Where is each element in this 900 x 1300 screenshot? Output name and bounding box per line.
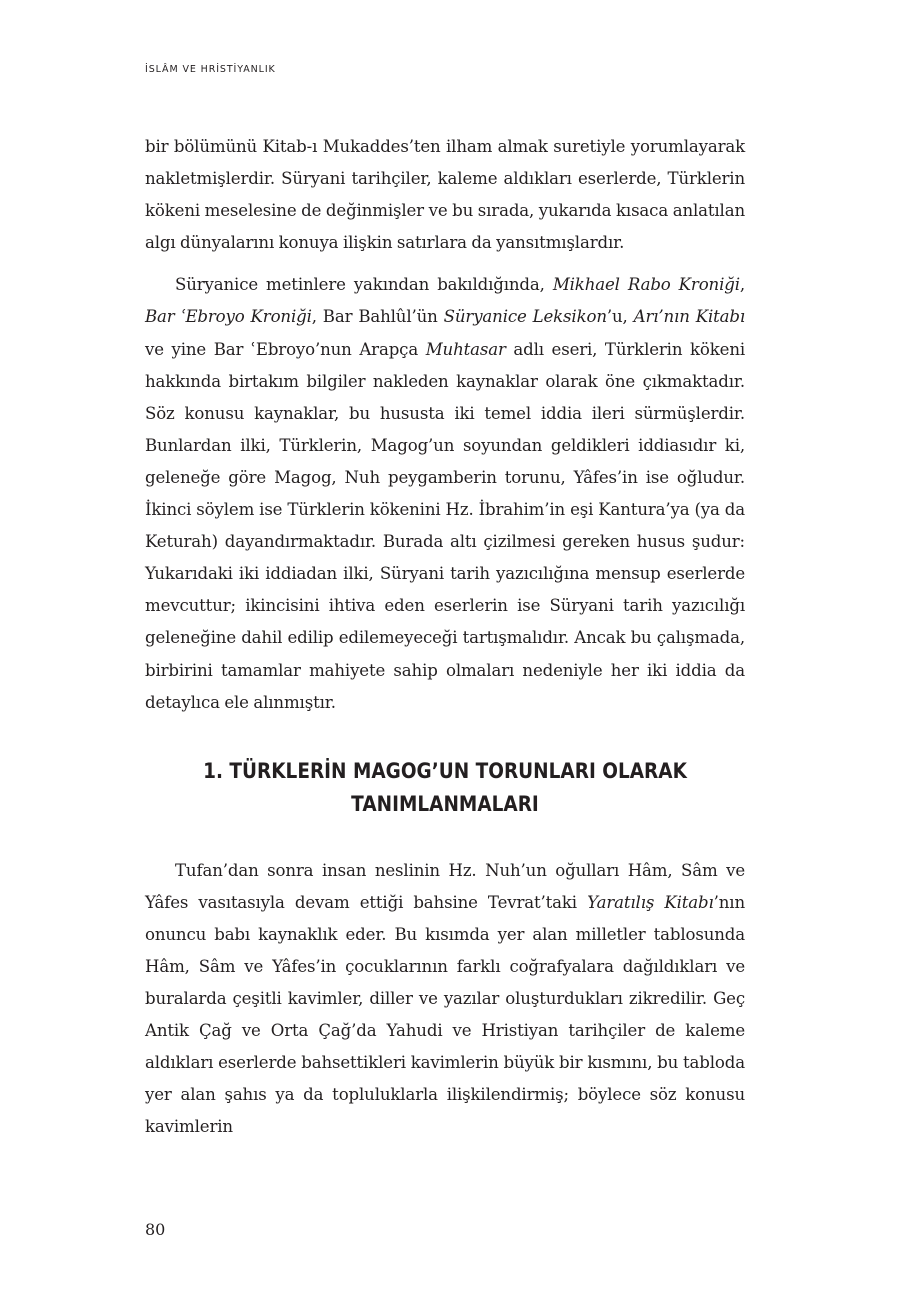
paragraph-text: , Bar Bahlûl’ün [311,307,444,327]
section-heading [181,755,709,821]
paragraph-text: , [739,275,745,295]
work-title: Bar ʿEbroyo Kroniği [145,307,312,327]
section-heading-line: TANIMLANMALARI [351,791,539,816]
paragraph-text: ’u, [606,307,634,327]
paragraph-text: Süryanice metinlere yakından bakıldığında, [175,275,553,295]
paragraph-sources [145,269,745,718]
running-header: İSLÂM VE HRİSTİYANLIK [145,64,276,75]
work-title: Arı’nın Kitabı [633,307,745,327]
paragraph-text: ’nın onuncu babı kaynaklık eder. Bu kısımda yer alan milletler tablosunda Hâm, Sâm ve Yâfes’in çocuklarının farklı coğrafyalara dağıldıkları ve buralarda çeşitli kavimler, diller ve yazılar oluşturdukları zikredilir. Geç Antik Çağ ve Orta Çağ’da Yahudi ve Hristiyan tarihçiler de kaleme aldıkları eserlerde bahsettikleri kavimlerin büyük bir kısmını, bu tabloda yer alan şahıs ya da topluluklarla ilişkilendirmiş; böylece söz konusu kavimlerin [145,892,745,1137]
paragraph-genesis [145,855,745,1144]
paragraph-continued: bir bölümünü Kitab-ı Mukaddes’ten ilham almak suretiyle yorumlayarak nakletmişlerdir. Süryani tarihçiler, kaleme aldıkları eserlerde, Türklerin kökeni meselesine de değinmişler ve bu sırada, yukarıda kısaca anlatılan algı dünyalarını konuya ilişkin satırlara da yansıtmışlardır. [145,137,745,253]
page-number: 80 [145,1220,166,1239]
page-body [145,131,745,1144]
work-title: Muhtasar [425,339,506,359]
paragraph-text: Tufan’dan sonra insan neslinin Hz. Nuh’un oğulları Hâm, Sâm ve Yâfes vasıtasıyla devam ettiği bahsine Tevrat’taki [145,860,745,912]
work-title: Mikhael Rabo Kroniği [552,275,740,295]
work-title: Süryanice Leksikon [443,307,607,327]
section-heading-line: 1. TÜRKLERİN MAGOG’UN TORUNLARI OLARAK [203,758,687,783]
paragraph-text: adlı eseri, Türklerin kökeni hakkında birtakım bilgiler nakleden kaynaklar olarak öne çıkmaktadır. Söz konusu kaynaklar, bu hususta iki temel iddia ileri sürmüşlerdir. Bunlardan ilki, Türklerin, Magog’un soyundan geldikleri iddiasıdır ki, geleneğe göre Magog, Nuh peygamberin torunu, Yâfes’in ise oğludur. İkinci söylem ise Türklerin kökenini Hz. İbrahim’in eşi Kantura’ya (ya da Keturah) dayandırmaktadır. Burada altı çizilmesi gereken husus şudur: Yukarıdaki iki iddiadan ilki, Süryani tarih yazıcılığına mensup eserlerde mevcuttur; ikincisini ihtiva eden eserlerin ise Süryani tarih yazıcılığı geleneğine dahil edilip edilemeyeceği tartışmalıdır. Ancak bu çalışmada, birbirini tamamlar mahiyete sahip olmaları nedeniyle her iki iddia da detaylıca ele alınmıştır. [145,339,746,712]
work-title: Yaratılış Kitabı [587,892,714,912]
paragraph-text: ve yine Bar ʿEbroyo’nun Arapça [145,339,426,359]
